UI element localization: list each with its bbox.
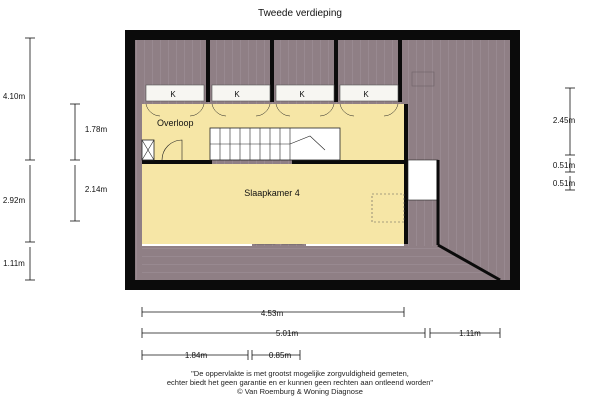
closet-label: K	[299, 90, 305, 99]
dim-label: 2.92m	[2, 196, 26, 205]
room-label-overloop: Overloop	[157, 118, 194, 128]
dim-label: 5.01m	[275, 329, 299, 338]
slaapkamer-floor	[142, 164, 404, 244]
right-box	[408, 160, 438, 200]
dim-label: 1.84m	[184, 351, 208, 360]
room-label-slaapkamer: Slaapkamer 4	[244, 188, 300, 198]
dim-lines-right	[565, 88, 575, 190]
staircase	[210, 128, 340, 160]
dim-label: 2.45m	[552, 116, 576, 125]
roof-area-right-top	[400, 40, 510, 160]
dim-label: 0.85m	[268, 351, 292, 360]
dim-label: 1.11m	[3, 259, 25, 268]
disclaimer-line-2: echter biedt het geen garantie en er kunnen geen rechten aan ontleend worden"	[166, 378, 434, 387]
disclaimer-line-1: "De oppervlakte is met grootst mogelijke zorgvuldigheid gemeten,	[191, 369, 409, 378]
closet-label: K	[363, 90, 369, 99]
dim-label: 2.14m	[84, 185, 108, 194]
dim-label: 1.11m	[459, 329, 481, 338]
dim-label: 4.10m	[2, 92, 26, 101]
dim-label: 4.53m	[260, 309, 284, 318]
closet-label: K	[170, 90, 176, 99]
closet-label: K	[234, 90, 240, 99]
dim-label: 0.51m	[552, 179, 576, 188]
dim-lines-left	[25, 38, 80, 280]
plan-title: Tweede verdieping	[258, 8, 342, 19]
disclaimer-copyright: © Van Roemburg & Woning Diagnose	[237, 387, 363, 396]
dim-label: 0.51m	[552, 161, 576, 170]
dim-label: 1.78m	[84, 125, 108, 134]
shaft-box	[142, 140, 154, 160]
